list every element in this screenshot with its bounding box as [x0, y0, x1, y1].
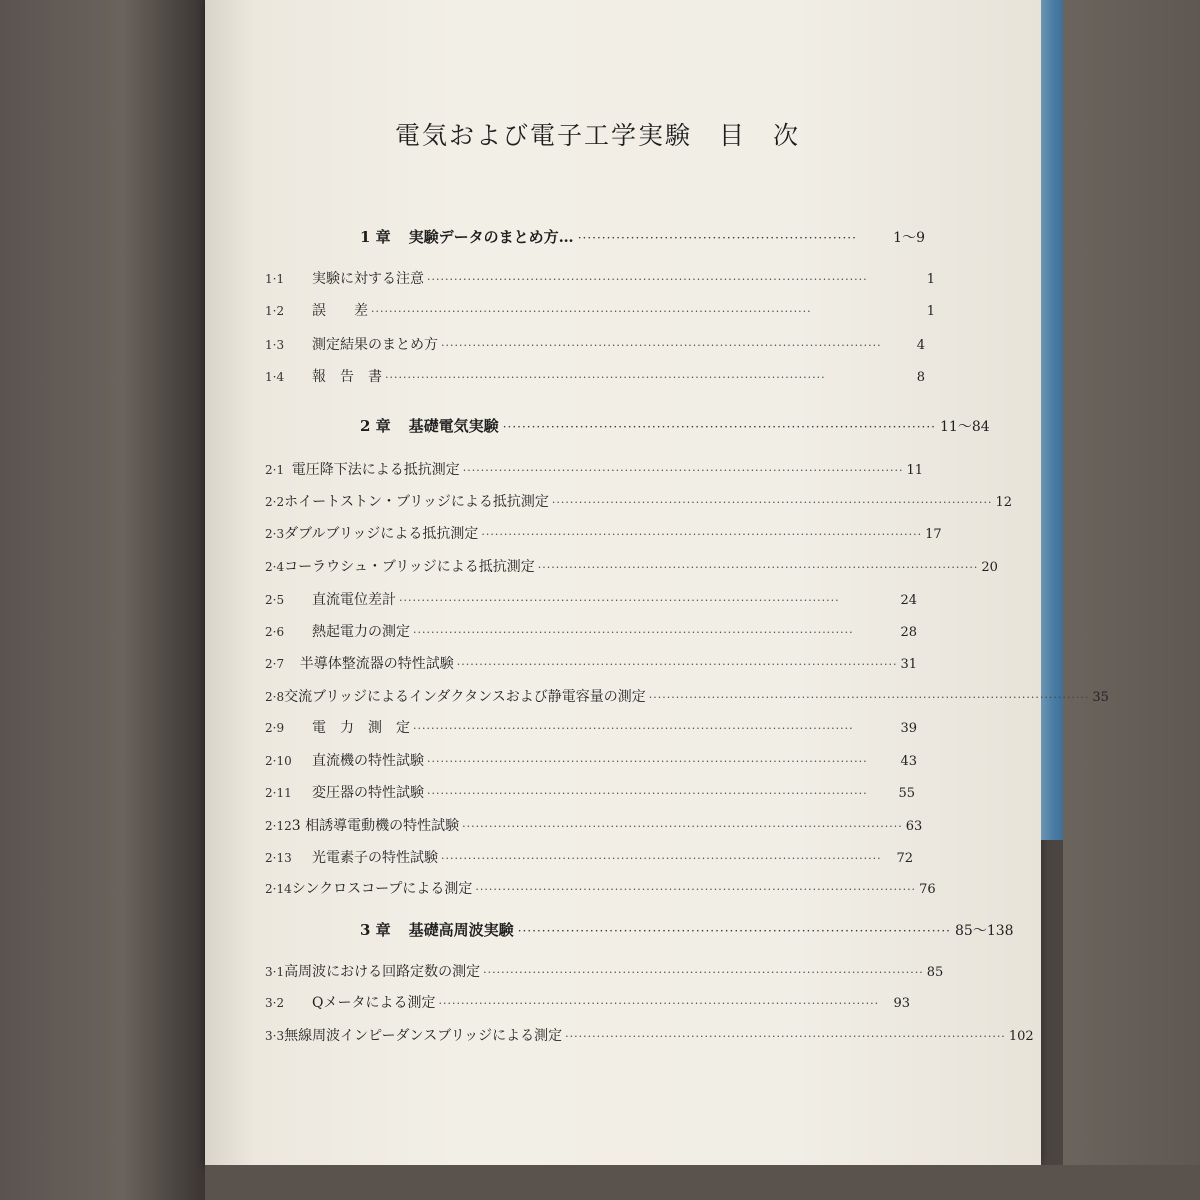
leader-dots: ·································································································· — [456, 658, 898, 671]
section-page: 76 — [919, 882, 936, 897]
section-title: 半導体整流器の特性試験 — [299, 656, 454, 672]
toc-entry — [265, 878, 936, 902]
section-title: 誤 差 — [312, 303, 368, 319]
section-number: 2·1 — [265, 463, 285, 477]
section-number: 3·2 — [265, 996, 285, 1010]
section-title: ダブルブリッジによる抵抗測定 — [284, 526, 479, 542]
section-page: 55 — [898, 786, 915, 801]
section-title: 電 力 測 定 — [312, 720, 410, 736]
section-number: 2·11 — [265, 786, 292, 800]
section-title: 直流機の特性試験 — [312, 753, 424, 769]
section-title: 電圧降下法による抵抗測定 — [291, 462, 460, 478]
section-page: 43 — [900, 754, 917, 769]
section-number: 2·13 — [265, 851, 292, 865]
section-page: 39 — [900, 721, 917, 736]
leader-dots: ·································································································· — [565, 1030, 1006, 1043]
section-page: 102 — [1008, 1029, 1034, 1044]
section-number: 2·12 — [265, 819, 292, 833]
chapter-heading — [360, 226, 925, 254]
chapter-page-range: 1～9 — [893, 230, 925, 246]
chapter-title: 基礎高周波実験 — [408, 921, 514, 939]
section-page: 63 — [905, 819, 923, 834]
toc-entry — [265, 589, 917, 613]
toc-entry — [265, 523, 942, 547]
section-page: 31 — [900, 657, 917, 672]
toc-entry — [265, 653, 917, 677]
section-number: 2·3 — [265, 527, 285, 541]
section-number: 2·4 — [265, 560, 285, 574]
chapter-title: 基礎電気実験 — [408, 417, 499, 435]
section-title: 無線周波インピーダンスブリッジによる測定 — [284, 1028, 563, 1044]
toc-entry — [265, 992, 910, 1016]
leader-dots: ·························································································· — [517, 924, 951, 938]
leader-dots: ·································································································· — [462, 820, 903, 833]
section-number: 2·5 — [265, 593, 285, 607]
section-title: 熱起電力の測定 — [312, 624, 410, 640]
section-page: 11 — [906, 463, 923, 478]
section-page: 93 — [893, 996, 910, 1011]
section-page: 1 — [926, 272, 935, 287]
section-page: 72 — [896, 851, 913, 866]
section-number: 1·1 — [265, 272, 285, 286]
toc-entry — [265, 491, 1013, 515]
section-page: 1 — [926, 304, 935, 319]
leader-dots: ·································································································· — [427, 787, 868, 800]
toc-entry — [265, 459, 923, 483]
section-title: 報 告 書 — [312, 369, 382, 385]
chapter-page-range: 85～138 — [955, 923, 1014, 939]
section-title: 測定結果のまとめ方 — [312, 337, 438, 353]
section-title: コーラウシュ・ブリッジによる抵抗測定 — [284, 559, 535, 575]
book-page — [205, 0, 1041, 1165]
leader-dots: ·································································································· — [551, 496, 993, 509]
leader-dots: ·································································································· — [399, 594, 840, 607]
left-page-edge — [0, 0, 205, 1200]
chapter-title: 実験データのまとめ方… — [408, 228, 574, 246]
section-title: 実験に対する注意 — [312, 271, 424, 287]
toc-entry — [265, 750, 917, 774]
section-page: 35 — [1092, 690, 1109, 705]
leader-dots: ·································································································· — [385, 371, 826, 384]
section-page: 12 — [995, 495, 1013, 510]
chapter-page-range: 11～84 — [940, 419, 990, 435]
section-title: 直流電位差計 — [312, 592, 396, 608]
toc-entry — [265, 268, 935, 292]
toc-entry — [265, 782, 915, 806]
leader-dots: ·································································································· — [438, 997, 880, 1010]
section-page: 17 — [925, 527, 942, 542]
page-title: 電気および電子工学実験 目 次 — [395, 121, 801, 150]
leader-dots: ·························································································· — [502, 420, 936, 434]
background-surface — [1063, 0, 1200, 1165]
toc-entry — [265, 686, 1109, 710]
toc-entry — [265, 847, 913, 871]
chapter-heading — [360, 415, 990, 443]
leader-dots: ·································································································· — [462, 464, 904, 477]
leader-dots: ·································································································· — [481, 528, 923, 541]
section-title: 光電素子の特性試験 — [312, 850, 438, 866]
section-number: 1·2 — [265, 304, 285, 318]
section-number: 2·8 — [265, 690, 285, 704]
toc-entry — [265, 334, 925, 358]
background-surface-bottom — [205, 1165, 1200, 1200]
toc-entry — [265, 621, 917, 645]
section-title: ホイートストン・ブリッジによる抵抗測定 — [284, 494, 549, 510]
section-page: 24 — [900, 593, 917, 608]
section-title: シンクロスコープによる測定 — [291, 881, 473, 897]
section-page: 4 — [916, 338, 925, 353]
chapter-number: 3 章 — [360, 921, 391, 939]
section-number: 2·7 — [265, 657, 285, 671]
section-page: 85 — [926, 965, 944, 980]
section-number: 1·3 — [265, 338, 285, 352]
toc-entry — [265, 556, 998, 580]
toc-entry — [265, 961, 944, 985]
section-number: 1·4 — [265, 370, 285, 384]
section-title: 高周波における回路定数の測定 — [284, 964, 481, 980]
leader-dots: ·································································································· — [413, 626, 854, 639]
chapter-heading — [360, 919, 1014, 947]
section-page: 28 — [900, 625, 917, 640]
leader-dots: ·························································· — [577, 231, 857, 245]
section-number: 2·14 — [265, 882, 292, 896]
toc-entry — [265, 717, 917, 741]
chapter-number: 1 章 — [360, 228, 391, 246]
leader-dots: ·································································································· — [427, 273, 868, 286]
book-cover-edge — [1041, 0, 1063, 840]
section-number: 3·3 — [265, 1029, 285, 1043]
section-number: 2·9 — [265, 721, 285, 735]
section-page: 20 — [981, 560, 998, 575]
section-title: 3 相誘導電動機の特性試験 — [291, 818, 460, 834]
section-number: 2·6 — [265, 625, 285, 639]
leader-dots: ·································································································· — [475, 883, 917, 896]
leader-dots: ·································································································· — [413, 722, 854, 735]
leader-dots: ·································································································· — [537, 561, 979, 574]
section-title: Qメータによる測定 — [312, 995, 436, 1011]
section-title: 変圧器の特性試験 — [312, 785, 424, 801]
leader-dots: ·································································································· — [441, 852, 882, 865]
section-page: 8 — [916, 370, 925, 385]
section-number: 2·10 — [265, 754, 292, 768]
leader-dots: ·································································································· — [427, 755, 868, 768]
leader-dots: ·································································································· — [441, 339, 882, 352]
toc-entry — [265, 1025, 1034, 1049]
toc-entry — [265, 366, 925, 390]
toc-entry — [265, 815, 923, 839]
leader-dots: ·································································································· — [371, 305, 812, 318]
leader-dots: ·································································································· — [483, 966, 924, 979]
toc-entry — [265, 300, 935, 324]
section-number: 2·2 — [265, 495, 285, 509]
section-number: 3·1 — [265, 965, 285, 979]
section-title: 交流ブリッジによるインダクタンスおよび静電容量の測定 — [284, 689, 646, 705]
chapter-number: 2 章 — [360, 417, 391, 435]
leader-dots: ·································································································· — [648, 691, 1090, 704]
